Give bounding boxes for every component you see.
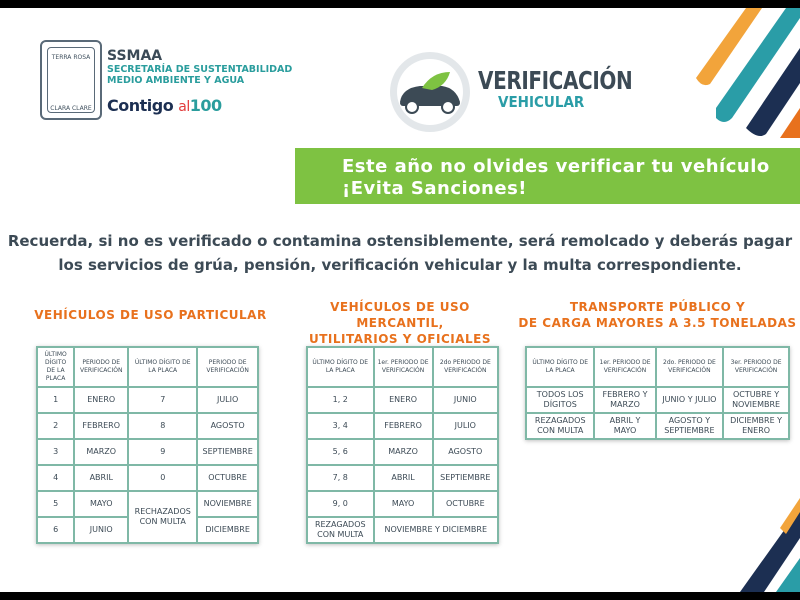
table-row xyxy=(307,387,498,413)
month-cell: ENERO xyxy=(374,387,433,413)
month-cell: NOVIEMBRE xyxy=(197,491,258,517)
month-cell: JULIO xyxy=(197,387,258,413)
month-cell: ABRIL Y MAYO xyxy=(594,413,655,439)
digit-cell: 9, 0 xyxy=(307,491,374,517)
month-cell: ABRIL xyxy=(374,465,433,491)
particular-title: VEHÍCULOS DE USO PARTICULAR xyxy=(34,308,267,322)
rezagados-period-cell: NOVIEMBRE Y DICIEMBRE xyxy=(374,517,498,543)
month-cell: ABRIL xyxy=(74,465,128,491)
header-cell: 1er. PERIODO DE VERIFICACIÓN xyxy=(374,347,433,387)
month-cell: AGOSTO xyxy=(433,439,498,465)
month-cell: OCTUBRE xyxy=(433,491,498,517)
month-cell: OCTUBRE Y NOVIEMBRE xyxy=(723,387,789,413)
org-name-line2: MEDIO AMBIENTE Y AGUA xyxy=(107,75,245,86)
org-acronym: SSMAA xyxy=(107,48,163,64)
table-row xyxy=(526,387,789,413)
table-row xyxy=(37,491,258,517)
digit-cell: 8 xyxy=(128,413,197,439)
table-header-row xyxy=(307,347,498,387)
transporte-title-line2: DE CARGA MAYORES A 3.5 TONELADAS xyxy=(518,316,797,330)
month-cell: AGOSTO xyxy=(197,413,258,439)
month-cell: SEPTIEMBRE xyxy=(433,465,498,491)
seal-top-text: TERRA ROSA xyxy=(51,54,91,61)
header-cell: 3er. PERIODO DE VERIFICACIÓN xyxy=(723,347,789,387)
mercantil-table xyxy=(306,346,499,544)
mercantil-title-line1: VEHÍCULOS DE USO MERCANTIL, xyxy=(330,300,470,330)
org-name-line1: SECRETARÍA DE SUSTENTABILIDAD xyxy=(107,64,293,75)
month-cell: DICIEMBRE xyxy=(197,517,258,543)
digit-cell: 1 xyxy=(37,387,74,413)
month-cell: JUNIO xyxy=(74,517,128,543)
digit-cell: 5 xyxy=(37,491,74,517)
digit-cell: TODOS LOS DÍGITOS xyxy=(526,387,594,413)
digit-cell: 3 xyxy=(37,439,74,465)
intro-line1: Recuerda, si no es verificado o contamina ostensiblemente, será remolcado y deberás pagar xyxy=(7,232,793,250)
table-row xyxy=(37,387,258,413)
table-row xyxy=(307,465,498,491)
month-cell: MARZO xyxy=(374,439,433,465)
table-row xyxy=(307,439,498,465)
decorative-stripes xyxy=(676,8,800,138)
header-cell: ÚLTIMO DÍGITO DE LA PLACA xyxy=(37,347,74,387)
table-header-row xyxy=(526,347,789,387)
seal-bottom-text: CLARA CLARE xyxy=(50,105,92,112)
month-cell: ENERO xyxy=(74,387,128,413)
rezagados-cell: REZAGADOS CON MULTA xyxy=(307,517,374,543)
header-cell: 1er. PERIODO DE VERIFICACIÓN xyxy=(594,347,655,387)
month-cell: FEBRERO Y MARZO xyxy=(594,387,655,413)
slogan-main: Contigo xyxy=(107,96,174,115)
month-cell: JUNIO Y JULIO xyxy=(656,387,724,413)
month-cell: OCTUBRE xyxy=(197,465,258,491)
slogan-number: 100 xyxy=(189,96,222,115)
month-cell: JUNIO xyxy=(433,387,498,413)
digit-cell: 4 xyxy=(37,465,74,491)
month-cell: AGOSTO Y SEPTIEMBRE xyxy=(656,413,724,439)
decorative-footer-stripes xyxy=(720,488,800,592)
state-seal-icon xyxy=(40,40,102,120)
digit-cell: 6 xyxy=(37,517,74,543)
transporte-title xyxy=(515,299,800,331)
digit-cell: 3, 4 xyxy=(307,413,374,439)
slogan-al: al xyxy=(178,99,190,115)
header-cell: 2do. PERIODO DE VERIFICACIÓN xyxy=(656,347,724,387)
table-row xyxy=(307,491,498,517)
table-row xyxy=(307,413,498,439)
header-cell: ÚLTIMO DÍGITO DE LA PLACA xyxy=(128,347,197,387)
program-subtitle: VEHICULAR xyxy=(498,93,585,111)
header-cell: ÚLTIMO DÍGITO DE LA PLACA xyxy=(526,347,594,387)
table-row xyxy=(307,517,498,543)
digit-cell: 5, 6 xyxy=(307,439,374,465)
banner-line1: Este año no olvides verificar tu vehículo xyxy=(342,156,770,177)
program-title: VERIFICACIÓN xyxy=(478,66,633,95)
month-cell: MAYO xyxy=(374,491,433,517)
transporte-table xyxy=(525,346,790,440)
month-cell: SEPTIEMBRE xyxy=(197,439,258,465)
table-row xyxy=(526,413,789,439)
particular-table xyxy=(36,346,259,544)
digit-cell: REZAGADOS CON MULTA xyxy=(526,413,594,439)
rechazados-cell: RECHAZADOS CON MULTA xyxy=(128,491,197,543)
header-cell: 2do PERIODO DE VERIFICACIÓN xyxy=(433,347,498,387)
digit-cell: 0 xyxy=(128,465,197,491)
digit-cell: 2 xyxy=(37,413,74,439)
month-cell: FEBRERO xyxy=(374,413,433,439)
mercantil-title xyxy=(285,299,515,347)
digit-cell: 9 xyxy=(128,439,197,465)
header-cell: ÚLTIMO DÍGITO DE LA PLACA xyxy=(307,347,374,387)
table-row xyxy=(37,439,258,465)
transporte-title-line1: TRANSPORTE PÚBLICO Y xyxy=(569,300,746,314)
table-header-row xyxy=(37,347,258,387)
poster xyxy=(0,8,800,592)
digit-cell: 7 xyxy=(128,387,197,413)
month-cell: DICIEMBRE Y ENERO xyxy=(723,413,789,439)
car-leaf-icon xyxy=(388,50,472,134)
banner-line2: ¡Evita Sanciones! xyxy=(342,178,528,199)
month-cell: MAYO xyxy=(74,491,128,517)
month-cell: JULIO xyxy=(433,413,498,439)
header-cell: PERIODO DE VERIFICACIÓN xyxy=(197,347,258,387)
month-cell: FEBRERO xyxy=(74,413,128,439)
month-cell: MARZO xyxy=(74,439,128,465)
digit-cell: 7, 8 xyxy=(307,465,374,491)
intro-line2: los servicios de grúa, pensión, verificación vehicular y la multa correspondiente. xyxy=(58,256,742,274)
slogan xyxy=(107,96,222,115)
table-row xyxy=(37,413,258,439)
header-cell: PERIODO DE VERIFICACIÓN xyxy=(74,347,128,387)
table-row xyxy=(37,465,258,491)
mercantil-title-line2: UTILITARIOS Y OFICIALES xyxy=(308,332,492,346)
digit-cell: 1, 2 xyxy=(307,387,374,413)
